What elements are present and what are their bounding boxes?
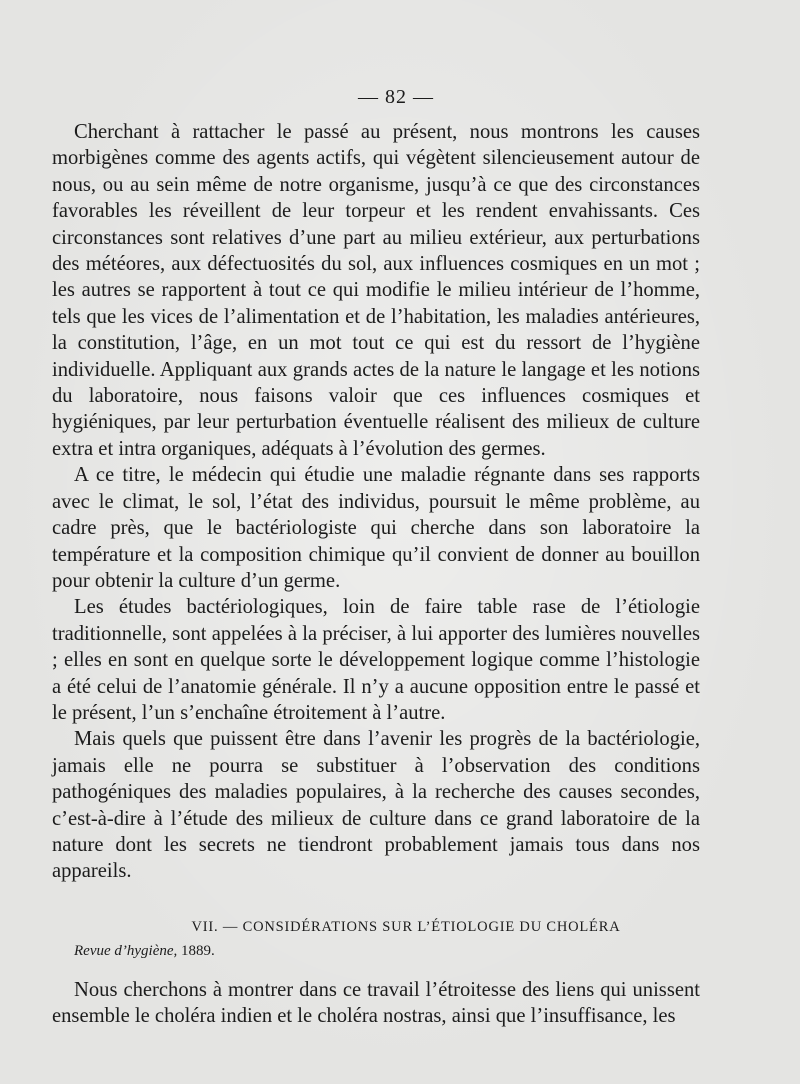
source-year: 1889. <box>181 942 215 959</box>
paragraph-2: A ce titre, le médecin qui étudie une maladie régnante dans ses rapports avec le climat, le sol, l’état des individus, poursuit le même problème, au cadre près, que le bactériologiste qui cherche dans son laboratoire la température et la composition chimique qu’il convient de donner au bouillon pour obtenir la culture d’un germe. <box>52 464 700 592</box>
paragraph-3: Les études bactériologiques, loin de faire table rase de l’étiologie traditionnelle, sont appelées à la préciser, à lui apporter des lumières nouvelles ; elles en sont en quelque sorte le développement logique comme l’histologie a été celui de l’anatomie générale. Il n’y a aucune opposition entre le passé et le présent, l’un s’enchaîne étroitement à l’autre. <box>52 596 700 724</box>
source-journal: Revue d’hygiène, <box>74 942 178 959</box>
source-citation <box>74 941 700 961</box>
paragraph-1: Cherchant à rattacher le passé au présent, nous montrons les causes morbigènes comme des agents actifs, qui végètent silencieusement autour de nous, ou au sein même de notre organisme, jusqu’à ce que des circonstances favorables les réveillent de leur torpeur et les rendent envahissants. Ces circonstances sont relatives d’une part au milieu extérieur, aux perturbations des météores, aux défectuosités du sol, aux influences cosmiques en un mot ; les autres se rapportent à tout ce qui modifie le milieu intérieur de l’homme, tels que les vices de l’alimentation et de l’habitation, les maladies antérieures, la constitution, l’âge, en un mot tout ce qui est du ressort de l’hygiène individuelle. Appliquant aux grands actes de la nature le langage et les notions du laboratoire, nous faisons valoir que ces influences cosmiques et hygiéniques, par leur perturbation éventuelle réalisent des milieux de culture extra et intra organiques, adéquats à l’évolution des germes. <box>52 121 700 460</box>
paragraph-4: Mais quels que puissent être dans l’avenir les progrès de la bactériologie, jamais elle ne pourra se substituer à l’observation des conditions pathogéniques des maladies populaires, à la recherche des causes secondes, c’est-à-dire à l’étude des milieux de culture dans ce grand laboratoire de la nature dont les secrets ne tiendront probablement jamais tous dans nos appareils. <box>52 728 700 883</box>
section-heading: VII. — CONSIDÉRATIONS SUR L’ÉTIOLOGIE DU CHOLÉRA <box>191 918 621 935</box>
section-intro-paragraph: Nous cherchons à montrer dans ce travail l’étroitesse des liens qui unissent ensemble le choléra indien et le choléra nostras, ainsi que l’insuffisance, les <box>52 978 700 1028</box>
page-number: — 82 — <box>358 86 434 108</box>
